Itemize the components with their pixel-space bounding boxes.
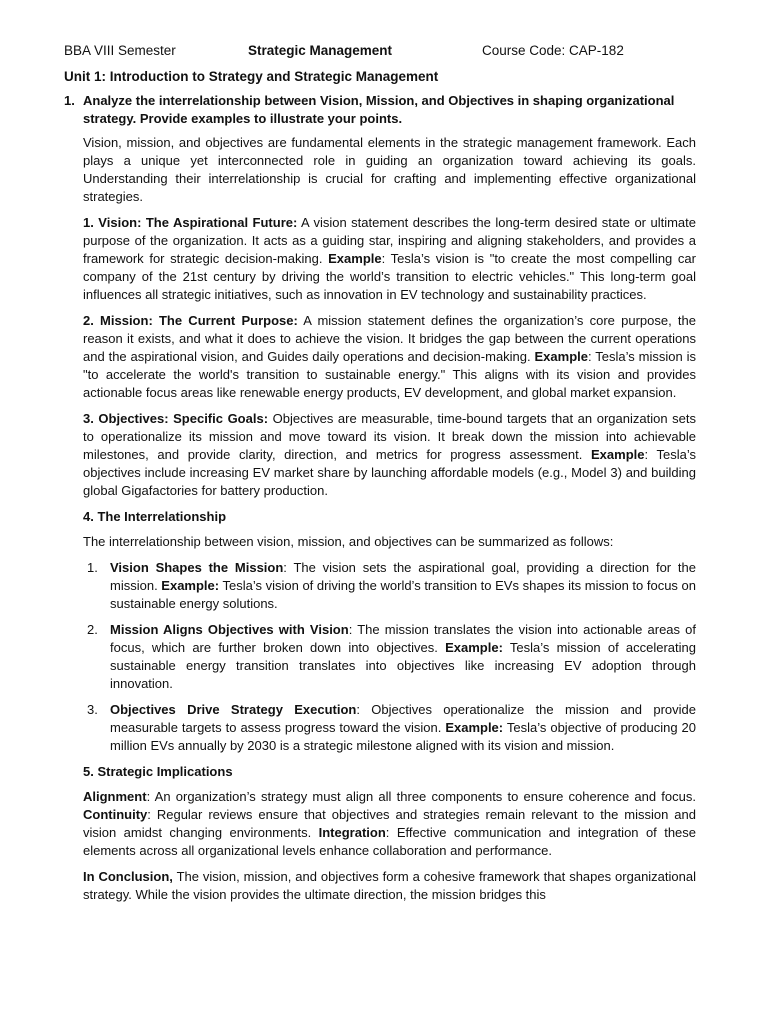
- implications-title: 5. Strategic Implications: [83, 764, 233, 779]
- list-item-text: [110, 621, 696, 693]
- page-header: [64, 42, 696, 62]
- vision-paragraph: [83, 214, 696, 304]
- list-item-number: 2.: [87, 622, 98, 637]
- mission-text: A mission statement defines the organization’s core purpose, the reason it exists, and what it does to achieve the vision. It bridges the gap between the current operations and the aspirational vision, and Guides daily operations and decision-making.: [83, 313, 696, 364]
- list-item: [83, 559, 696, 613]
- objectives-example-text: : Tesla’s objectives include increasing EV market share by launching affordable models (e.g., Model 3) and building global Gigafactories for battery production.: [83, 447, 696, 498]
- integration-label: Integration: [318, 825, 386, 840]
- mission-example-text: : Tesla’s mission is "to accelerate the world's transition to sustainable energy." This aligns with its vision and provides actionable focus areas like renewable energy products, EV development, and global market expansion.: [83, 349, 696, 400]
- integration-text: : Effective communication and integration of these elements across all organizational levels enhance collaboration and performance.: [83, 825, 697, 858]
- semester-label: BBA VIII Semester: [64, 43, 176, 58]
- interrelationship-intro: The interrelationship between vision, mission, and objectives can be summarized as follows:: [83, 534, 614, 549]
- objectives-paragraph: [83, 410, 696, 500]
- intro-paragraph: Vision, mission, and objectives are fundamental elements in the strategic management framework. Each plays a unique yet interconnected role in guiding an organization toward achieving its goals. Understanding their interrelationship is crucial for crafting and implementing effective organizational strategies.: [83, 135, 696, 204]
- list-item-number: 3.: [87, 702, 98, 717]
- list-item-example-label: Example:: [445, 640, 503, 655]
- list-item-text: [110, 559, 696, 613]
- objectives-text: Objectives are measurable, time-bound targets that an organization sets to operationalize its mission and move toward its vision. It break down the mission into achievable milestones, and provide clarity, direction, and metrics for progress assessment.: [83, 411, 696, 462]
- vision-example-text: : Tesla’s vision is "to create the most compelling car company of the 21st century by driving the world’s transition to electric vehicles." This long-term goal influences all strategic initiatives, such as innovation in EV technology and sustainability practices.: [83, 251, 696, 302]
- interrelationship-title: 4. The Interrelationship: [83, 509, 227, 524]
- mission-example-label: Example: [534, 349, 588, 364]
- vision-title: 1. Vision: The Aspirational Future:: [83, 215, 298, 230]
- question-number: 1.: [64, 93, 75, 108]
- list-item-body: : Objectives operationalize the mission and provide measurable targets to assess progress toward the vision.: [110, 702, 696, 735]
- list-item-example-text: Tesla’s mission of accelerating sustainable energy transition translates into objectives like increasing EV adoption through innovation.: [110, 640, 696, 691]
- continuity-label: Continuity: [83, 807, 148, 822]
- subject-title: Strategic Management: [248, 43, 393, 58]
- continuity-text: : Regular reviews ensure that objectives and strategies remain relevant to the mission and vision amidst changing environments.: [83, 807, 696, 840]
- list-item-number: 1.: [87, 560, 98, 575]
- answer-body: [83, 134, 696, 904]
- conclusion-label: In Conclusion,: [83, 869, 173, 884]
- list-item-text: [110, 701, 696, 755]
- list-item-example-label: Example:: [161, 578, 220, 593]
- list-item-body: : The mission translates the vision into actionable areas of focus, which are further broken down into objectives.: [110, 622, 697, 655]
- list-item-head: Objectives Drive Strategy Execution: [110, 702, 357, 717]
- mission-paragraph: [83, 312, 696, 402]
- alignment-label: Alignment: [83, 789, 147, 804]
- objectives-title: 3. Objectives: Specific Goals:: [83, 411, 269, 426]
- list-item-body: : The vision sets the aspirational goal, providing a direction for the mission.: [110, 560, 696, 593]
- mission-title: 2. Mission: The Current Purpose:: [83, 313, 298, 328]
- list-item-head: Mission Aligns Objectives with Vision: [110, 622, 349, 637]
- objectives-example-label: Example: [591, 447, 645, 462]
- list-item-example-text: Tesla’s objective of producing 20 million EVs annually by 2030 is a strategic milestone aligned with its vision and mission.: [110, 720, 696, 753]
- interrelationship-list: [83, 559, 696, 755]
- vision-text: A vision statement describes the long-term desired state or ultimate purpose of the organization. It acts as a guiding star, inspiring and aligning stakeholders, and provides a framework for strategic decision-making.: [83, 215, 696, 266]
- list-item: [83, 621, 696, 693]
- conclusion-text: The vision, mission, and objectives form a cohesive framework that shapes organizational strategy. While the vision provides the ultimate direction, the mission bridges this: [83, 869, 696, 902]
- list-item-example-label: Example:: [445, 720, 504, 735]
- alignment-text: : An organization’s strategy must align all three components to ensure coherence and focus.: [146, 789, 696, 804]
- course-code: Course Code: CAP-182: [482, 43, 624, 58]
- unit-title: Unit 1: Introduction to Strategy and Strategic Management: [64, 69, 439, 84]
- question-text: Analyze the interrelationship between Vision, Mission, and Objectives in shaping organizational strategy. Provide examples to illustrate your points.: [83, 93, 675, 126]
- vision-example-label: Example: [328, 251, 382, 266]
- conclusion-paragraph: [83, 868, 696, 904]
- list-item: [83, 701, 696, 755]
- question-heading: [64, 92, 696, 128]
- list-item-example-text: Tesla’s vision of driving the world’s transition to EVs shapes its mission to focus on sustainable energy solutions.: [110, 578, 697, 611]
- list-item-head: Vision Shapes the Mission: [110, 560, 284, 575]
- implications-paragraph: [83, 788, 696, 860]
